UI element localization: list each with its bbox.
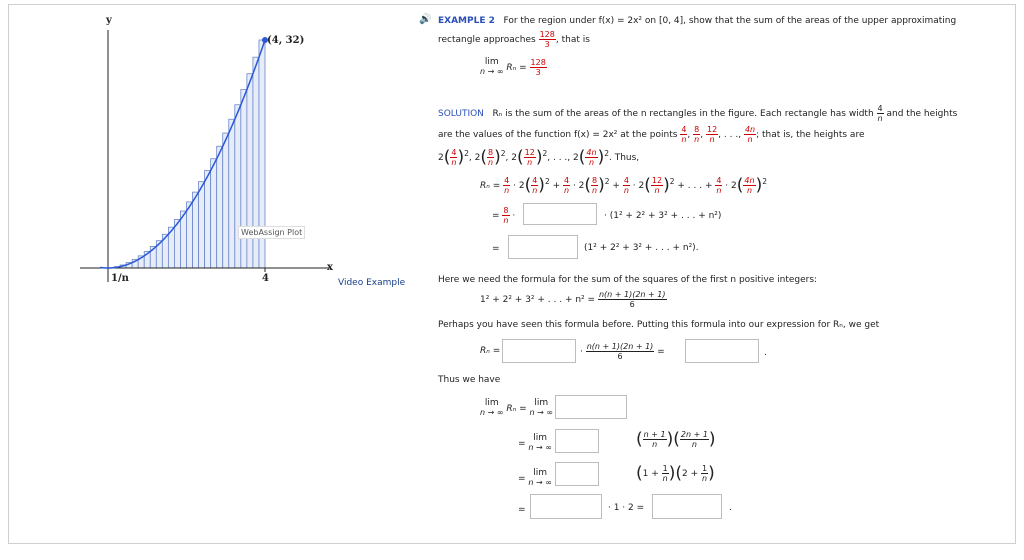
xtick-1-over-n: 1/n (111, 273, 129, 284)
rn-expansion: Rₙ = $\frac{4}{n}$ · 2( $\frac{4}{n}$ )$^2$ + $\frac{4}{n}$ · 2( $\frac{8}{n}$ )$^2$ + $\frac{4}{n}$ · 2( $\frac{12}{n}$ )$^2$ + . . . + $\frac{4}{n}$ · 2( $\frac{4n}{n}$ )$^2$ (480, 175, 767, 196)
answer-input-7[interactable] (555, 462, 599, 486)
answer-input-3[interactable] (502, 339, 576, 363)
solution-label: SOLUTION (438, 109, 484, 119)
rectangle (217, 146, 223, 268)
lim-row-1: lim n → ∞ Rₙ = lim n → ∞ (480, 398, 554, 417)
solution-line-1: SOLUTION Rₙ is the sum of the areas of the n rectangles in the figure. Each rectangle has width $\frac{4}{n}$ and the heights (438, 104, 958, 123)
answer-input-1[interactable] (523, 203, 597, 225)
heights-list: 2( $\frac{4}{n}$ )$^2$, 2( $\frac{8}{n}$ )$^2$, 2( $\frac{12}{n}$ )$^2$, . . ., 2( $\frac{4n}{n}$ )$^2$. Thus, (438, 147, 640, 168)
step-eight-over-n: = $\frac{8}{n}$ · (492, 206, 516, 225)
audio-speaker-icon[interactable]: 🔊 (419, 14, 432, 25)
rectangle (205, 171, 211, 268)
solution-line-2: are the values of the function f(x) = 2x² at the points $\frac{4}{n}$ , $\frac{8}{n}$ , $\frac{12}{n}$ , . . ., $\frac{4n}{n}$ ; that is, the heights are (438, 125, 865, 144)
video-example-link[interactable]: Video Example (338, 278, 406, 288)
rn-equals-label: Rₙ = (480, 346, 501, 356)
sum-of-squares-2: (1² + 2² + 3² + . . . + n²). (584, 243, 699, 253)
y-axis-label: y (106, 15, 112, 26)
answer-input-5[interactable] (555, 395, 627, 419)
limit-statement: lim n → ∞ Rₙ = $\frac{128}{3}$ (480, 57, 546, 77)
sum-of-squares-1: · (1² + 2² + 3² + . . . + n²) (604, 211, 722, 221)
formula-intro: Here we need the formula for the sum of the squares of the first n positive integers: (438, 275, 818, 285)
example-line-1 (438, 16, 956, 26)
rectangle (241, 90, 247, 268)
sum-squares-formula: 1² + 2² + 3² + . . . + n² = $\frac{n(n + 1)(2n + 1)}{6}$ (480, 290, 666, 309)
rectangle (223, 133, 229, 268)
rectangle (193, 192, 199, 268)
example-intro-1: For the region under f(x) = 2x² on [0, 4], show that the sum of the areas of the upper approximating (503, 16, 957, 26)
times-one-two: · 1 · 2 = (608, 503, 645, 513)
xtick-4: 4 (262, 273, 269, 284)
rectangle (229, 119, 235, 268)
rectangle (187, 202, 193, 268)
riemann-sum-graph (0, 0, 430, 300)
x-axis-label: x (327, 262, 333, 273)
thus-we-have: Thus we have (438, 375, 501, 385)
lim-row-2: = lim n → ∞ (518, 433, 552, 452)
rectangle (235, 105, 241, 268)
step-equals-2: = (492, 244, 500, 254)
answer-input-2[interactable] (508, 235, 578, 259)
factors-row-3: (1 + $\frac{1}{n}$ )(2 + $\frac{1}{n}$ ) (636, 463, 715, 484)
rectangle (199, 182, 205, 268)
lim-row-3: = lim n → ∞ (518, 468, 552, 487)
example-title: EXAMPLE 2 (438, 16, 495, 26)
answer-input-6[interactable] (555, 429, 599, 453)
answer-input-8[interactable] (530, 494, 602, 519)
plot-watermark: WebAssign Plot (238, 226, 305, 239)
answer-input-9[interactable] (652, 494, 722, 519)
perhaps-text: Perhaps you have seen this formula before. Putting this formula into our expression for Rₙ, we get (438, 320, 880, 330)
rectangle (211, 159, 217, 268)
rn-formula-frac: · $\frac{n(n + 1)(2n + 1)}{6}$ = (580, 342, 665, 361)
lim-row-4-equals: = (518, 505, 526, 515)
factors-row-2: ( $\frac{n + 1}{n}$ )( $\frac{2n + 1}{n}$ ) (636, 429, 716, 450)
example-line-2: rectangle approaches $\frac{128}{3}$ , that is (438, 30, 590, 49)
answer-input-4[interactable] (685, 339, 759, 363)
frac-128-over-3: $\frac{128}{3}$ (539, 30, 555, 49)
point-label: (4, 32) (267, 35, 305, 46)
rectangle (180, 211, 186, 268)
